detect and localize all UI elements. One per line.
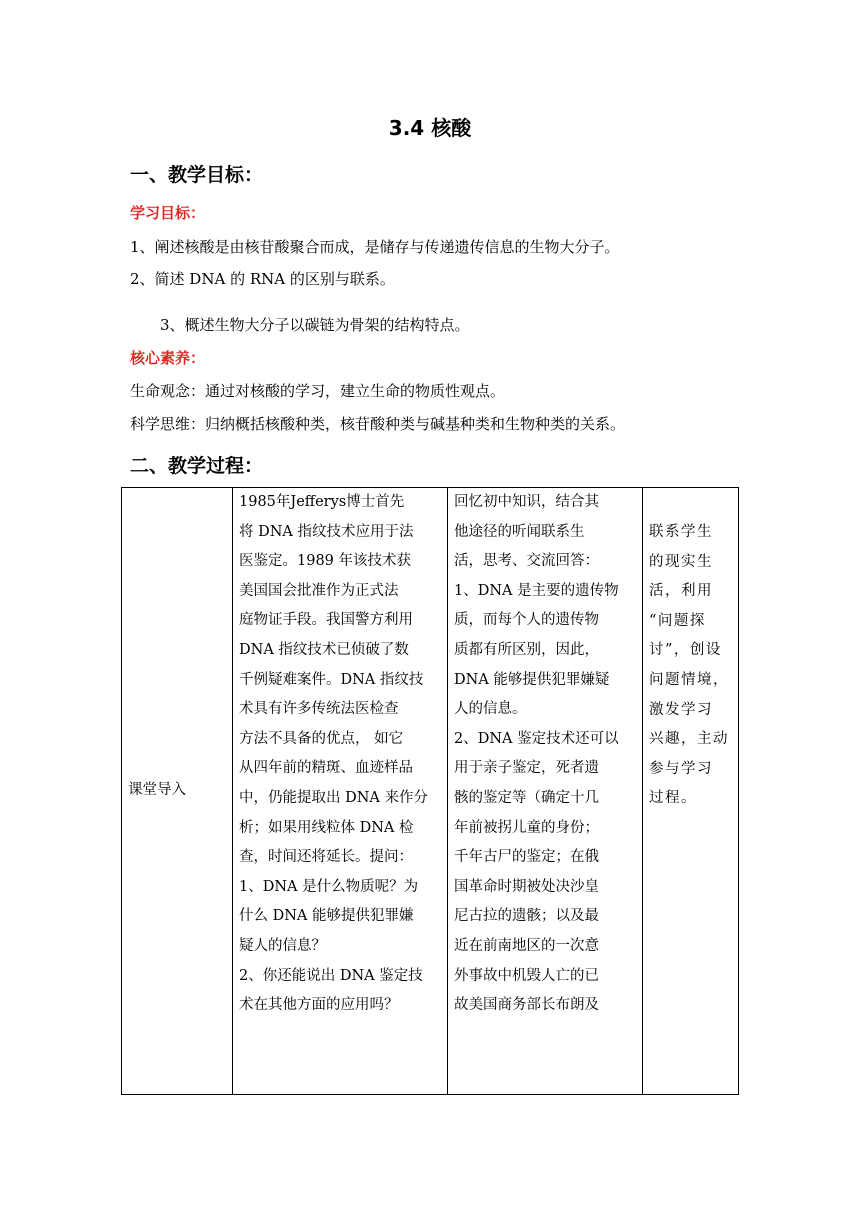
design-intent-cell (643, 488, 739, 1095)
teacher-line: 方法不具备的优点， 如它 (239, 730, 404, 747)
teacher-line: 千例疑难案件。DNA 指纹技 (239, 671, 424, 688)
student-line: 国革命时期被处决沙皇 (454, 878, 599, 895)
teacher-line: 术具有许多传统法医检查 (239, 701, 399, 718)
document-title: 3.4 核酸 (388, 116, 472, 140)
intent-line: 问题情境， (649, 671, 729, 688)
intent-line: 的现实生 (649, 553, 713, 570)
teacher-activity-cell (233, 488, 448, 1095)
student-line: 质，而每个人的遗传物 (454, 612, 599, 629)
section-heading-process: 二、教学过程： (130, 455, 264, 477)
student-line: 2、DNA 鉴定技术还可以 (454, 730, 619, 747)
core-literacy-2: 科学思维：归纳概括核酸种类，核苷酸种类与碱基种类和生物种类的关系。 (130, 415, 626, 433)
section-heading-objectives: 一、教学目标： (130, 164, 264, 186)
intent-line: 参与学习 (649, 760, 713, 777)
student-line: 近在前南地区的一次意 (454, 937, 599, 954)
student-line: 他途径的听闻联系生 (454, 523, 585, 540)
teacher-line: 将 DNA 指纹技术应用于法 (239, 523, 414, 540)
teacher-line: 从四年前的精斑、血迹样品 (239, 760, 413, 777)
student-line: 年前被拐儿童的身份； (454, 819, 599, 836)
intent-line: 兴趣，主动 (649, 731, 729, 748)
teacher-line: DNA 指纹技术已侦破了数 (239, 641, 409, 658)
intent-line: “问题探 (649, 612, 706, 629)
student-line: DNA 能够提供犯罪嫌疑 (454, 671, 610, 688)
intent-line: 活，利用 (649, 583, 713, 600)
teacher-line: 1、DNA 是什么物质呢？为 (239, 878, 419, 895)
core-literacy-label: 核心素养： (130, 349, 206, 367)
student-line: 千年古尸的鉴定；在俄 (454, 849, 599, 866)
core-literacy-1: 生命观念：通过对核酸的学习，建立生命的物质性观点。 (130, 382, 506, 400)
learning-goal-3: 3、概述生物大分子以碳链为骨架的结构特点。 (160, 316, 470, 334)
teacher-line: 术在其他方面的应用吗？ (239, 997, 399, 1014)
table-row (122, 488, 739, 1095)
stage-label: 课堂导入 (128, 782, 186, 799)
student-line: 活，思考、交流回答： (454, 553, 599, 570)
teacher-line: 析；如果用线粒体 DNA 检 (239, 819, 414, 836)
teacher-line: 查，时间还将延长。提问： (239, 849, 413, 866)
stage-cell (122, 488, 233, 1095)
intent-line: 讨”，创设 (649, 642, 722, 659)
teacher-line: 美国国会批准作为正式法 (239, 582, 399, 599)
teacher-line: 什么 DNA 能够提供犯罪嫌 (239, 908, 414, 925)
teacher-line: 1985年Jefferys博士首先 (239, 494, 405, 510)
student-line: 质都有所区别，因此， (454, 641, 599, 658)
intent-line: 过程。 (649, 790, 697, 807)
student-activity-cell (448, 488, 643, 1095)
learning-goals-label: 学习目标： (130, 204, 206, 222)
student-line: 尼古拉的遗骸；以及最 (454, 908, 599, 925)
teacher-line: 医鉴定。1989 年该技术获 (239, 553, 412, 570)
learning-goal-2: 2、简述 DNA 的 RNA 的区别与联系。 (130, 270, 395, 288)
teacher-line: 2、你还能说出 DNA 鉴定技 (239, 967, 423, 984)
teacher-line: 疑人的信息？ (239, 937, 326, 954)
student-line: 骸的鉴定等（确定十几 (454, 789, 599, 806)
intent-line: 激发学习 (649, 701, 713, 718)
student-line: 用于亲子鉴定，死者遗 (454, 760, 599, 777)
learning-goal-1: 1、阐述核酸是由核苷酸聚合而成，是储存与传递遗传信息的生物大分子。 (130, 238, 620, 256)
student-line: 1、DNA 是主要的遗传物 (454, 582, 619, 599)
teaching-process-table (121, 487, 739, 1095)
student-line: 人的信息。 (454, 701, 527, 718)
student-line: 外事故中机毁人亡的已 (454, 967, 599, 984)
intent-line: 联系学生 (649, 524, 713, 540)
teacher-line: 中，仍能提取出 DNA 来作分 (239, 789, 429, 806)
student-line: 故美国商务部长布朗及 (454, 997, 599, 1014)
student-line: 回忆初中知识，结合其 (454, 494, 599, 510)
teacher-line: 庭物证手段。我国警方利用 (239, 612, 413, 629)
